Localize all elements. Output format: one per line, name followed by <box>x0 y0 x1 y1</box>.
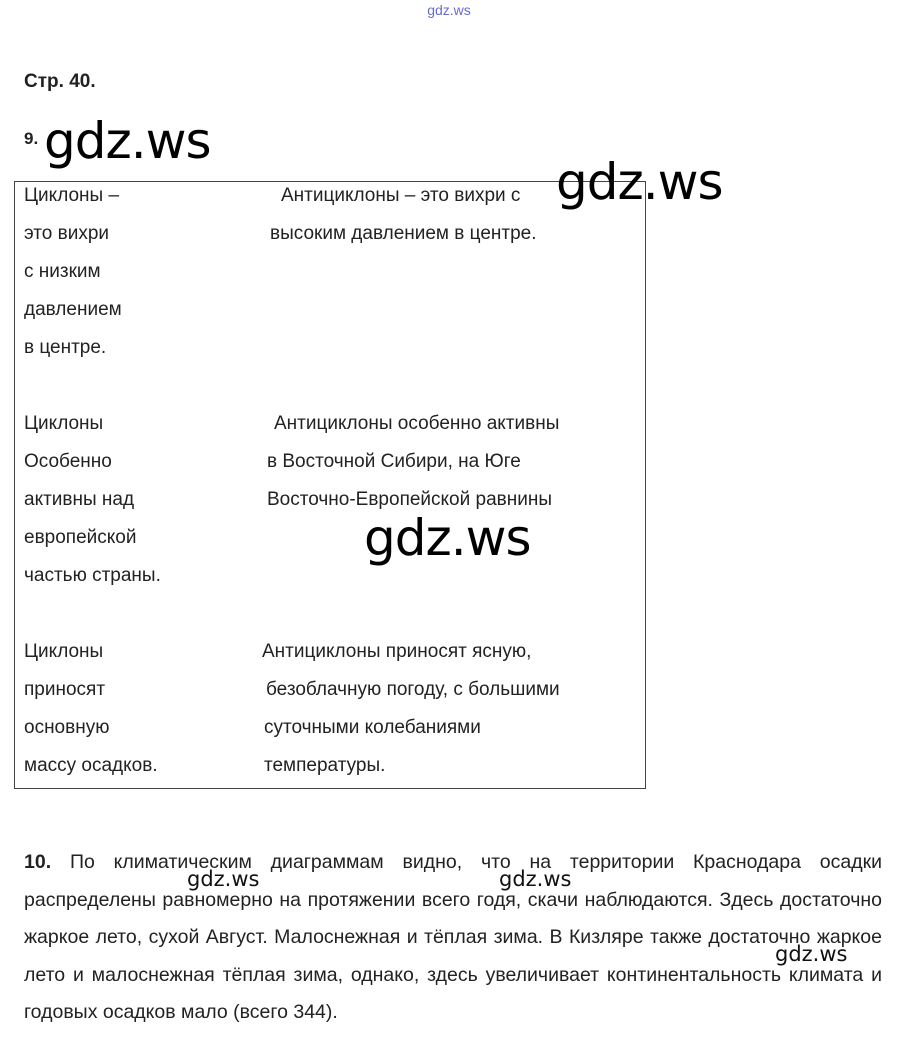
watermark-logo: gdz.ws <box>556 153 723 211</box>
text-line: Восточно-Европейской равнины <box>267 489 552 510</box>
text-line: Циклоны <box>24 641 104 662</box>
task-10-paragraph <box>24 844 882 1032</box>
text-line: это вихри <box>24 223 109 244</box>
text-line: Антициклоны особенно активны <box>274 413 560 434</box>
watermark-logo: gdz.ws <box>775 942 848 966</box>
row-2-right <box>267 405 559 519</box>
task-10-text: По климатическим диаграммам видно, что на территории Краснодара осадки распределены равномерно на протяжении всего годя, скачи наблюдаются. Здесь достаточно жаркое лето, сухой Август. Малоснежная и тёплая зима. В Кизляре также достаточно жаркое лето и малоснежная тёплая зима, однако, здесь увеличивает континентальность климата и годовых осадков мало (всего 344). <box>24 851 882 1023</box>
text-line: давлением <box>24 299 122 320</box>
row-1-right <box>270 177 537 253</box>
text-line: Циклоны <box>24 413 104 434</box>
row-1-left <box>24 177 122 367</box>
comparison-table <box>14 181 646 789</box>
text-line: приносят <box>24 679 106 700</box>
text-line: в центре. <box>24 337 107 358</box>
watermark-logo: gdz.ws <box>187 867 260 891</box>
text-line: высоким давлением в центре. <box>270 223 537 244</box>
text-line: активны над <box>24 489 135 510</box>
watermark-logo: gdz.ws <box>499 867 572 891</box>
text-line: температуры. <box>264 755 386 776</box>
top-watermark: gdz.ws <box>427 2 471 18</box>
text-line: в Восточной Сибири, на Юге <box>267 451 521 472</box>
page-label: Стр. 40. <box>24 71 96 92</box>
watermark-logo: gdz.ws <box>44 112 211 170</box>
text-line: суточными колебаниями <box>264 717 481 738</box>
text-line: Циклоны – <box>24 185 120 206</box>
text-line: безоблачную погоду, с большими <box>266 679 560 700</box>
row-3-left <box>24 633 158 785</box>
text-line: Антициклоны приносят ясную, <box>262 641 532 662</box>
task-9-number: 9. <box>24 129 39 148</box>
text-line: европейской <box>24 527 137 548</box>
text-line: с низким <box>24 261 101 282</box>
text-line: Особенно <box>24 451 112 472</box>
text-line: Антициклоны – это вихри с <box>281 185 521 206</box>
row-3-right <box>262 633 560 785</box>
row-2-left <box>24 405 161 595</box>
text-line: основную <box>24 717 110 738</box>
task-10-number: 10. <box>24 851 52 873</box>
text-line: массу осадков. <box>24 755 158 776</box>
watermark-logo: gdz.ws <box>364 509 531 567</box>
text-line: частью страны. <box>24 565 161 586</box>
